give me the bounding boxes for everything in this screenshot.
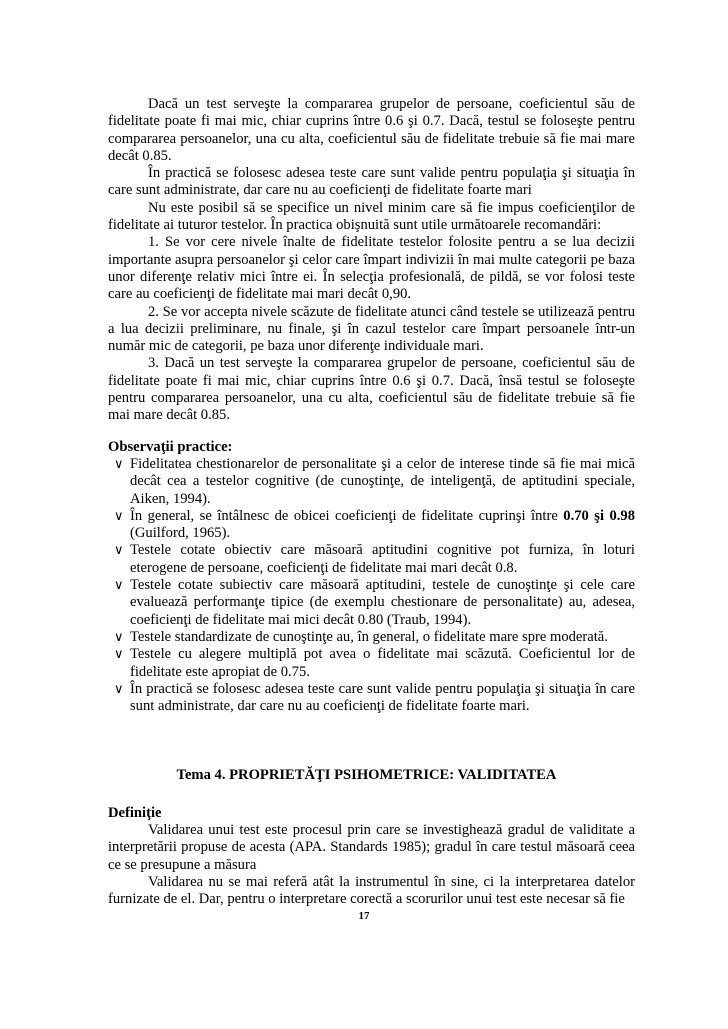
- checkmark-v-icon: ∨: [114, 578, 124, 594]
- paragraph: Dacă un test serveşte la compararea grupelor de persoane, coeficientul său de fidelitate poate fi mai mic, chiar cuprins între 0.6 şi 0.7. Dacă, testul se foloseşte pentru compararea persoanelor, una cu alta, coeficientul său de fidelitate trebuie să fie mai mare decât 0.85.: [108, 96, 635, 164]
- list-item: ∨ În general, se întâlnesc de obicei coeficienţi de fidelitate cuprinşi între 0.70 şi 0.98 (Guilford, 1965).: [114, 507, 635, 542]
- list-item: ∨ Testele cu alegere multiplă pot avea o fidelitate mai scăzută. Coeficientul lor de fidelitate este apropiat de 0.75.: [114, 646, 635, 680]
- paragraph: Validarea unui test este procesul prin care se investighează gradul de validitate a interpretării propuse de acesta (APA. Standards 1985); gradul în care testul măsoară ceea ce se presupune a măsura: [108, 821, 635, 873]
- section-title: Tema 4. PROPRIETĂŢI PSIHOMETRICE: VALIDITATEA: [176, 767, 557, 784]
- checkmark-v-icon: ∨: [114, 647, 124, 663]
- checkmark-v-icon: ∨: [114, 681, 124, 697]
- paragraph: Validarea nu se mai referă atât la instrumentul în sine, ci la interpretarea datelor furnizate de el. Dar, pentru o interpretare corectă a scorurilor unui test este necesar să fie: [108, 873, 635, 908]
- list-item: ∨ Fidelitatea chestionarelor de personalitate şi a celor de interese tinde să fie mai mică decât cea a testelor cognitive (de cunoştinţe, de inteligenţă, de aptitudini speciale, Aiken, 1994).: [114, 455, 635, 507]
- page-number: 17: [358, 910, 370, 922]
- observations-heading: Observaţii practice:: [108, 438, 233, 455]
- checkmark-v-icon: ∨: [114, 456, 124, 472]
- list-item: ∨ Testele standardizate de cunoştinţe au, în general, o fidelitate mare spre moderată.: [114, 628, 608, 645]
- paragraph: Nu este posibil să se specifice un nivel minim care să fie impus coeficienţilor de fidelitate ai tuturor testelor. În practica obişnuită sunt utile următoarele recomandări:: [108, 199, 635, 234]
- checkmark-v-icon: ∨: [114, 543, 124, 559]
- checkmark-v-icon: ∨: [114, 629, 124, 645]
- list-item: ∨ În practică se folosesc adesea teste care sunt valide pentru populaţia şi situaţia în care sunt administrate, dar care nu au coeficienţi de fidelitate foarte mari.: [114, 680, 635, 715]
- paragraph: În practică se folosesc adesea teste care sunt valide pentru populaţia şi situaţia în care sunt administrate, dar care nu au coeficienţi de fidelitate foarte mari: [108, 165, 635, 199]
- list-item: ∨ Testele cotate obiectiv care măsoară aptitudini cognitive pot furniza, în loturi eterogene de persoane, coeficienţi de fidelitate mai mari decât 0.8.: [114, 542, 635, 576]
- definition-heading: Definiţie: [108, 804, 162, 821]
- recommendation-1: 1. Se vor cere nivele înalte de fidelitate testelor folosite pentru a se lua decizii importante asupra persoanelor şi celor care împart indivizii în mai multe categorii pe baza unor diferenţe relativ mici între ei. În selecţia profesională, de pildă, se vor folosi teste care au coeficienţi de fidelitate mai mari decât 0,90.: [108, 234, 635, 303]
- checkmark-v-icon: ∨: [114, 508, 124, 524]
- list-item: ∨ Testele cotate subiectiv care măsoară aptitudini, testele de cunoştinţe şi cele care evaluează performanţe tipice (de exemplu chestionare de personalitate) au, adesea, coeficienţi de fidelitate mai mici decât 0.80 (Traub, 1994).: [114, 577, 635, 628]
- document-page: [108, 96, 635, 908]
- observations-list: [108, 456, 635, 715]
- reliability-range: 0.70 şi 0.98: [563, 507, 635, 524]
- recommendation-2: 2. Se vor accepta nivele scăzute de fidelitate atunci când testele se utilizează pentru a lua decizii preliminare, nu finale, şi în cazul testelor care împart persoanele într-un număr mic de categorii, pe baza unor diferenţe individuale mari.: [108, 303, 635, 355]
- recommendation-3: 3. Dacă un test serveşte la compararea grupelor de persoane, coeficientul său de fidelitate poate fi mai mic, chiar cuprins între 0.6 şi 0.7. Dacă, însă testul se foloseşte pentru compararea persoanelor, una cu alta, coeficientul său de fidelitate trebuie să fie mai mare decât 0.85.: [108, 355, 635, 424]
